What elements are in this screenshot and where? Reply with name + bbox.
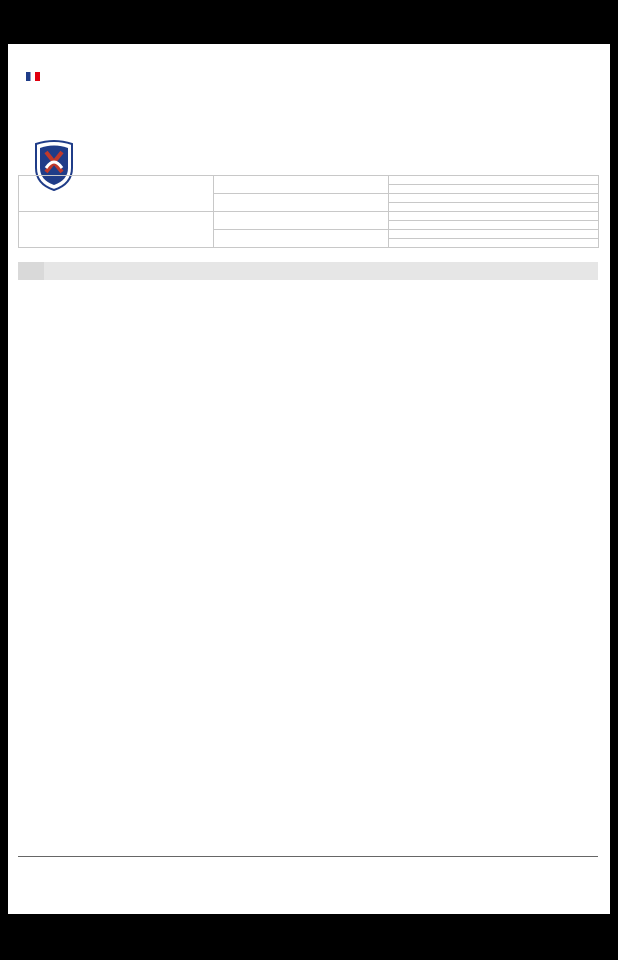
ped-ggp-7: [389, 230, 599, 239]
ped-ggp-2: [389, 185, 599, 194]
horse-header: [208, 110, 558, 112]
footer-rule: [18, 856, 598, 857]
ped-ggp-6: [389, 221, 599, 230]
ped-ggp-5: [389, 212, 599, 221]
ped-ggp-4: [389, 203, 599, 212]
pere-year: [18, 262, 44, 280]
ped-gp-2: [214, 194, 389, 212]
ped-gp-1: [214, 176, 389, 194]
french-flag-icon: [26, 72, 40, 81]
ped-ggp-1: [389, 176, 599, 185]
ped-sire: [19, 176, 214, 212]
ped-dam: [19, 212, 214, 248]
republique-logo: [26, 72, 64, 83]
document-page: [8, 44, 610, 914]
pere-bar: [18, 262, 598, 280]
ped-ggp-8: [389, 239, 599, 248]
ped-ggp-3: [389, 194, 599, 203]
ped-gp-3: [214, 212, 389, 230]
pedigree-table: [18, 175, 599, 248]
ped-gp-4: [214, 230, 389, 248]
